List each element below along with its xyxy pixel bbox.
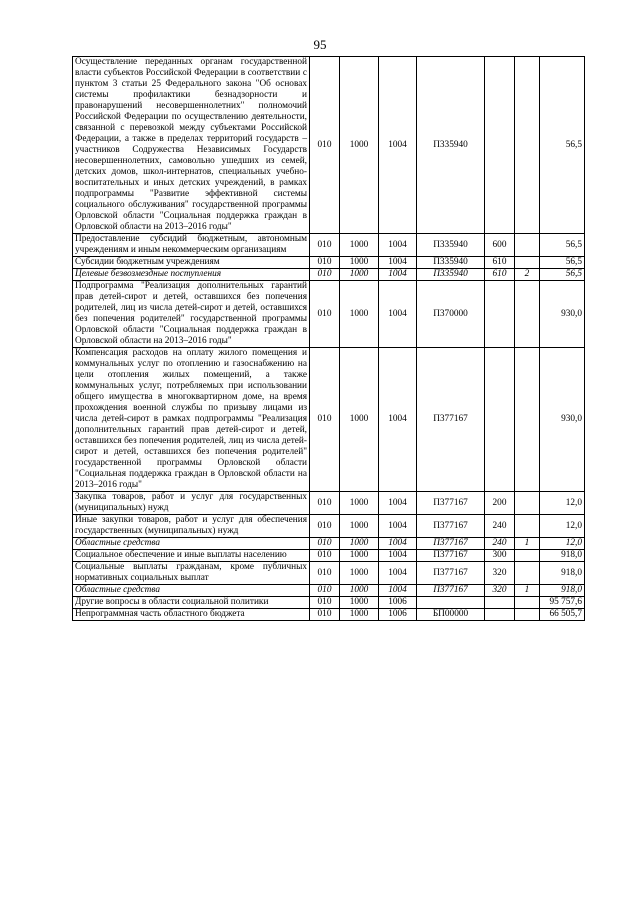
amount: 56,5 — [540, 234, 585, 257]
target-article-code: П377167 — [417, 492, 485, 515]
subsection-code: 1004 — [379, 585, 417, 597]
expense-type-code — [485, 609, 515, 621]
row-name: Областные средства — [73, 538, 310, 550]
table-row — [73, 234, 585, 257]
table-row — [73, 257, 585, 269]
funding-source-code — [515, 492, 540, 515]
funding-source-code — [515, 281, 540, 348]
target-article-code: П377167 — [417, 538, 485, 550]
funding-source-code: 1 — [515, 538, 540, 550]
funding-source-code — [515, 234, 540, 257]
section-code: 1000 — [340, 585, 379, 597]
target-article-code: П370000 — [417, 281, 485, 348]
row-name: Предоставление субсидий бюджетным, автономным учреждениям и иным некоммерческим организациям — [73, 234, 310, 257]
expense-type-code: 320 — [485, 562, 515, 585]
subsection-code: 1004 — [379, 281, 417, 348]
table-row — [73, 492, 585, 515]
expense-type-code — [485, 597, 515, 609]
expense-type-code: 200 — [485, 492, 515, 515]
table-row — [73, 538, 585, 550]
admin-code: 010 — [310, 609, 340, 621]
subsection-code: 1004 — [379, 57, 417, 234]
table-row — [73, 515, 585, 538]
admin-code: 010 — [310, 234, 340, 257]
table-row — [73, 550, 585, 562]
row-name: Осуществление переданных органам государственной власти субъектов Российской Федерации в соответствии с пунктом 3 статьи 25 Федерального закона "Об основах системы профилактики безнадзорности и правонарушений несовершеннолетних" полномочий Российской Федерации по осуществлению деятельности, связанной с перевозкой между субъектами Российской Федерации, а также в пределах территорий государств – участников Содружества Независимых Государств несовершеннолетних, самовольно ушедших из семей, детских домов, школ-интернатов, специальных учебно-воспитательных и иных детских учреждений, в рамках подпрограммы "Развитие эффективной системы социального обслуживания" государственной программы Орловской области "Социальная поддержка граждан в Орловской области на 2013–2016 годы" — [73, 57, 310, 234]
admin-code: 010 — [310, 562, 340, 585]
row-name: Иные закупки товаров, работ и услуг для обеспечения государственных (муниципальных) нужд — [73, 515, 310, 538]
row-name: Другие вопросы в области социальной политики — [73, 597, 310, 609]
row-name: Социальное обеспечение и иные выплаты населению — [73, 550, 310, 562]
section-code: 1000 — [340, 538, 379, 550]
section-code: 1000 — [340, 281, 379, 348]
row-name: Целевые безвозмездные поступления — [73, 269, 310, 281]
section-code: 1000 — [340, 57, 379, 234]
amount: 56,5 — [540, 57, 585, 234]
admin-code: 010 — [310, 281, 340, 348]
table-row — [73, 57, 585, 234]
subsection-code: 1006 — [379, 597, 417, 609]
funding-source-code: 1 — [515, 585, 540, 597]
target-article-code: П377167 — [417, 550, 485, 562]
subsection-code: 1004 — [379, 257, 417, 269]
section-code: 1000 — [340, 597, 379, 609]
amount: 918,0 — [540, 550, 585, 562]
amount: 12,0 — [540, 538, 585, 550]
admin-code: 010 — [310, 257, 340, 269]
target-article-code: БП00000 — [417, 609, 485, 621]
admin-code: 010 — [310, 585, 340, 597]
admin-code: 010 — [310, 492, 340, 515]
expense-type-code: 610 — [485, 257, 515, 269]
table-row — [73, 609, 585, 621]
section-code: 1000 — [340, 492, 379, 515]
amount: 918,0 — [540, 562, 585, 585]
admin-code: 010 — [310, 597, 340, 609]
budget-table — [72, 56, 585, 621]
page-number: 95 — [313, 37, 327, 52]
target-article-code: П335940 — [417, 269, 485, 281]
admin-code: 010 — [310, 538, 340, 550]
target-article-code: П377167 — [417, 348, 485, 492]
section-code: 1000 — [340, 269, 379, 281]
subsection-code: 1004 — [379, 348, 417, 492]
row-name: Социальные выплаты гражданам, кроме публичных нормативных социальных выплат — [73, 562, 310, 585]
target-article-code: П377167 — [417, 515, 485, 538]
row-name: Непрограммная часть областного бюджета — [73, 609, 310, 621]
amount: 930,0 — [540, 281, 585, 348]
target-article-code: П377167 — [417, 562, 485, 585]
amount: 56,5 — [540, 269, 585, 281]
funding-source-code — [515, 597, 540, 609]
funding-source-code — [515, 562, 540, 585]
section-code: 1000 — [340, 562, 379, 585]
section-code: 1000 — [340, 550, 379, 562]
subsection-code: 1004 — [379, 269, 417, 281]
expense-type-code — [485, 57, 515, 234]
amount: 12,0 — [540, 492, 585, 515]
section-code: 1000 — [340, 348, 379, 492]
expense-type-code: 240 — [485, 515, 515, 538]
expense-type-code — [485, 281, 515, 348]
table-row — [73, 562, 585, 585]
amount: 95 757,6 — [540, 597, 585, 609]
table-row — [73, 269, 585, 281]
expense-type-code: 300 — [485, 550, 515, 562]
subsection-code: 1004 — [379, 562, 417, 585]
subsection-code: 1006 — [379, 609, 417, 621]
amount: 918,0 — [540, 585, 585, 597]
funding-source-code — [515, 550, 540, 562]
target-article-code: П335940 — [417, 57, 485, 234]
section-code: 1000 — [340, 515, 379, 538]
admin-code: 010 — [310, 57, 340, 234]
subsection-code: 1004 — [379, 538, 417, 550]
target-article-code: П377167 — [417, 585, 485, 597]
expense-type-code — [485, 348, 515, 492]
row-name: Подпрограмма "Реализация дополнительных гарантий прав детей-сирот и детей, оставшихся без попечения родителей, лиц из числа детей-сирот и детей, оставшихся без попечения родителей" государственной программы Орловской области "Социальная поддержка граждан в Орловской области на 2013–2016 годы" — [73, 281, 310, 348]
subsection-code: 1004 — [379, 492, 417, 515]
table-row — [73, 585, 585, 597]
target-article-code — [417, 597, 485, 609]
target-article-code: П335940 — [417, 234, 485, 257]
funding-source-code — [515, 515, 540, 538]
row-name: Компенсация расходов на оплату жилого помещения и коммунальных услуг по отоплению и газоснабжению на цели отопления жилых помещений, а также коммунальных услуг, потребляемых при использовании общего имущества в многоквартирном доме, на время прохождения военной службы по призыву лицами из числа детей-сирот в рамках подпрограммы "Реализация дополнительных гарантий прав детей-сирот и детей, оставшихся без попечения родителей, лиц из числа детей-сирот и детей, оставшихся без попечения родителей" государственной программы Орловской области "Социальная поддержка граждан в Орловской области на 2013–2016 годы" — [73, 348, 310, 492]
subsection-code: 1004 — [379, 550, 417, 562]
row-name: Субсидии бюджетным учреждениям — [73, 257, 310, 269]
table-row — [73, 597, 585, 609]
expense-type-code: 610 — [485, 269, 515, 281]
funding-source-code — [515, 348, 540, 492]
funding-source-code: 2 — [515, 269, 540, 281]
table-row — [73, 348, 585, 492]
table-row — [73, 281, 585, 348]
expense-type-code: 320 — [485, 585, 515, 597]
amount: 12,0 — [540, 515, 585, 538]
row-name: Закупка товаров, работ и услуг для государственных (муниципальных) нужд — [73, 492, 310, 515]
section-code: 1000 — [340, 609, 379, 621]
expense-type-code: 240 — [485, 538, 515, 550]
amount: 66 505,7 — [540, 609, 585, 621]
funding-source-code — [515, 57, 540, 234]
amount: 56,5 — [540, 257, 585, 269]
section-code: 1000 — [340, 234, 379, 257]
target-article-code: П335940 — [417, 257, 485, 269]
admin-code: 010 — [310, 550, 340, 562]
admin-code: 010 — [310, 348, 340, 492]
subsection-code: 1004 — [379, 234, 417, 257]
admin-code: 010 — [310, 269, 340, 281]
funding-source-code — [515, 609, 540, 621]
expense-type-code: 600 — [485, 234, 515, 257]
subsection-code: 1004 — [379, 515, 417, 538]
section-code: 1000 — [340, 257, 379, 269]
funding-source-code — [515, 257, 540, 269]
amount: 930,0 — [540, 348, 585, 492]
row-name: Областные средства — [73, 585, 310, 597]
admin-code: 010 — [310, 515, 340, 538]
